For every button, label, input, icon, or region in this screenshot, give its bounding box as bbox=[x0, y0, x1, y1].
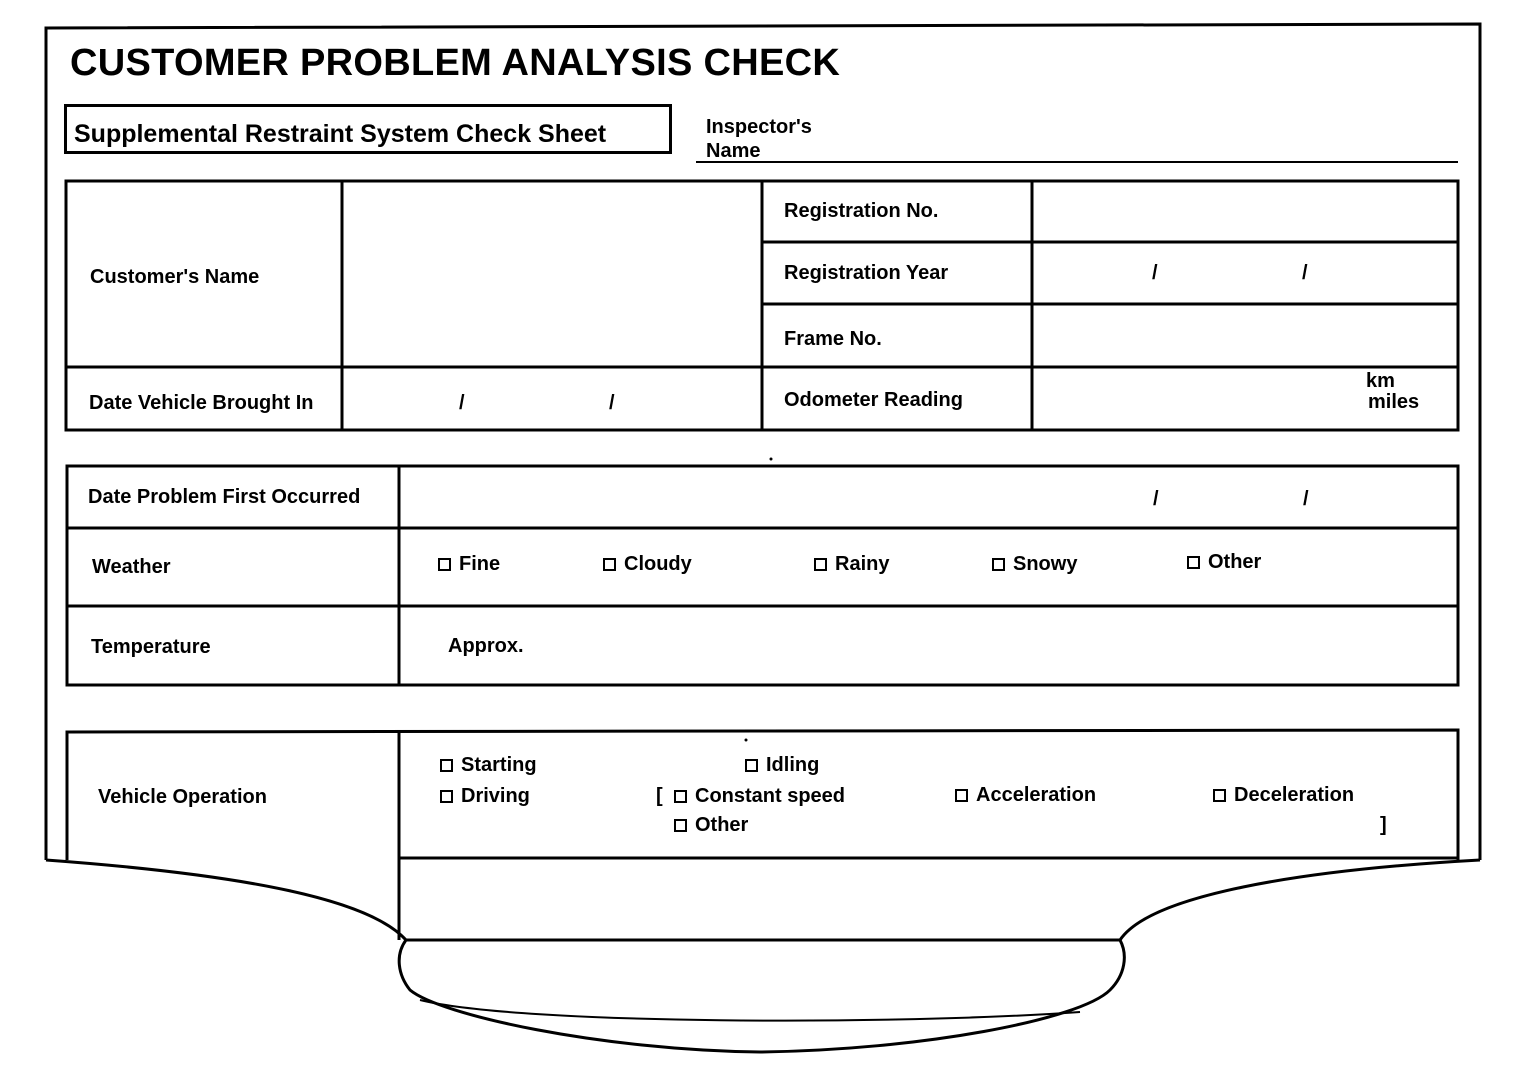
checkbox-icon[interactable] bbox=[674, 790, 687, 803]
form-subtitle: Supplemental Restraint System Check Sheet bbox=[74, 120, 607, 148]
date-brought-in-sep2: / bbox=[609, 392, 615, 414]
operation-option-label: Other bbox=[695, 814, 749, 836]
bracket-open: [ bbox=[656, 785, 663, 807]
operation-option-starting[interactable] bbox=[440, 754, 537, 777]
weather-label: Weather bbox=[92, 556, 171, 578]
inspector-label-line1: Inspector's bbox=[706, 116, 812, 138]
weather-option-label: Cloudy bbox=[624, 553, 692, 575]
operation-option-deceleration[interactable] bbox=[1213, 784, 1354, 807]
registration-year-sep2: / bbox=[1302, 262, 1308, 284]
odometer-unit-miles: miles bbox=[1368, 391, 1420, 413]
registration-no-label: Registration No. bbox=[784, 200, 939, 222]
checkbox-icon[interactable] bbox=[1213, 789, 1226, 802]
customer-name-label: Customer's Name bbox=[90, 266, 260, 288]
weather-option-label: Snowy bbox=[1013, 553, 1078, 575]
operation-option-label: Acceleration bbox=[976, 784, 1097, 806]
checkbox-icon[interactable] bbox=[440, 790, 453, 803]
date-first-occurred-sep2: / bbox=[1303, 488, 1309, 510]
weather-option-other[interactable] bbox=[1187, 551, 1261, 574]
weather-option-rainy[interactable] bbox=[814, 553, 889, 576]
registration-year-sep1: / bbox=[1152, 262, 1158, 284]
operation-option-constant-speed[interactable] bbox=[674, 785, 845, 808]
vehicle-operation-label: Vehicle Operation bbox=[98, 786, 267, 808]
temperature-label: Temperature bbox=[91, 636, 211, 658]
inspector-name-field[interactable] bbox=[830, 118, 1456, 160]
checkbox-icon[interactable] bbox=[603, 558, 616, 571]
checkbox-icon[interactable] bbox=[438, 558, 451, 571]
bracket-close: ] bbox=[1380, 814, 1387, 836]
temperature-approx: Approx. bbox=[448, 635, 524, 657]
operation-option-label: Driving bbox=[461, 785, 530, 807]
weather-option-label: Fine bbox=[459, 553, 501, 575]
checkbox-icon[interactable] bbox=[1187, 556, 1200, 569]
frame-no-label: Frame No. bbox=[784, 328, 882, 350]
weather-option-cloudy[interactable] bbox=[603, 553, 692, 576]
operation-option-idling[interactable] bbox=[745, 754, 819, 777]
operation-option-label: Deceleration bbox=[1234, 784, 1355, 806]
operation-option-other[interactable] bbox=[674, 814, 748, 837]
operation-option-acceleration[interactable] bbox=[955, 784, 1096, 807]
weather-option-fine[interactable] bbox=[438, 553, 500, 576]
date-first-occurred-label: Date Problem First Occurred bbox=[88, 486, 361, 508]
checkbox-icon[interactable] bbox=[745, 759, 758, 772]
operation-option-label: Starting bbox=[461, 754, 537, 776]
temperature-field[interactable] bbox=[540, 612, 1454, 682]
weather-option-snowy[interactable] bbox=[992, 553, 1077, 576]
operation-option-label: Constant speed bbox=[695, 785, 846, 807]
checkbox-icon[interactable] bbox=[440, 759, 453, 772]
inspector-label-line2: Name bbox=[706, 140, 761, 162]
odometer-unit-km: km bbox=[1366, 370, 1395, 392]
date-first-occurred-sep1: / bbox=[1153, 488, 1159, 510]
date-brought-in-sep1: / bbox=[459, 392, 465, 414]
weather-option-label: Other bbox=[1208, 551, 1262, 573]
operation-option-driving[interactable] bbox=[440, 785, 530, 808]
checkbox-icon[interactable] bbox=[814, 558, 827, 571]
weather-option-label: Rainy bbox=[835, 553, 890, 575]
registration-year-label: Registration Year bbox=[784, 262, 949, 284]
customer-name-field[interactable] bbox=[346, 185, 758, 365]
date-brought-in-label: Date Vehicle Brought In bbox=[89, 392, 314, 414]
registration-no-field[interactable] bbox=[1036, 185, 1454, 240]
checkbox-icon[interactable] bbox=[955, 789, 968, 802]
frame-no-field[interactable] bbox=[1036, 308, 1454, 364]
checkbox-icon[interactable] bbox=[992, 558, 1005, 571]
page-title: CUSTOMER PROBLEM ANALYSIS CHECK bbox=[70, 42, 841, 84]
odometer-field[interactable] bbox=[1036, 371, 1356, 427]
checkbox-icon[interactable] bbox=[674, 819, 687, 832]
odometer-label: Odometer Reading bbox=[784, 389, 963, 411]
operation-option-label: Idling bbox=[766, 754, 820, 776]
